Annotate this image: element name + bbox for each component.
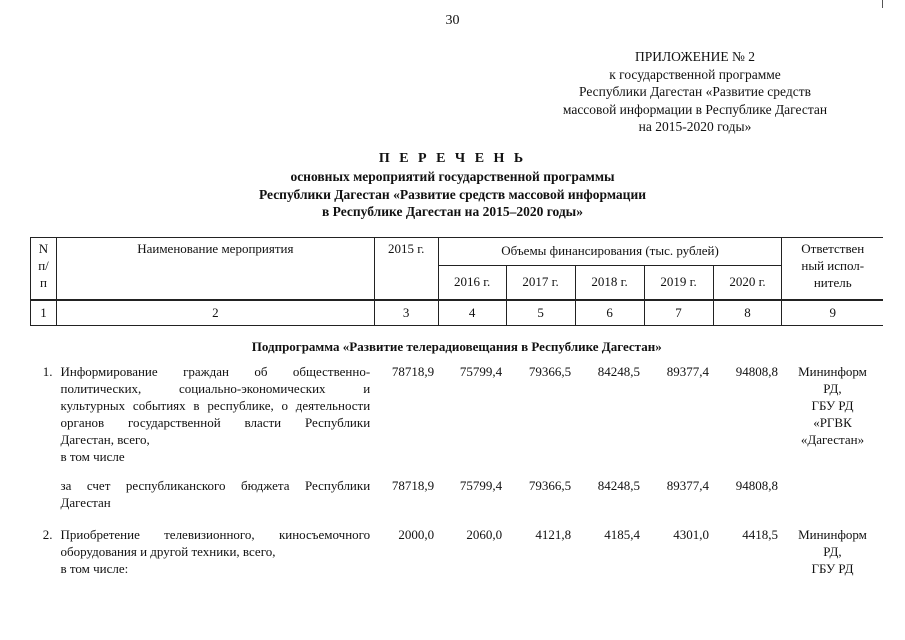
row-value: 78718,9 [391, 477, 435, 493]
row-value: 89377,4 [666, 477, 710, 493]
row-name-line: Приобретение телевизионного, киносъемочного [60, 527, 371, 543]
row-value: 75799,4 [459, 364, 503, 380]
header-num-line: N [38, 241, 49, 256]
corner-mark [882, 0, 883, 8]
header-funding: Объемы финансирования (тыс. рублей) [438, 238, 782, 266]
header-num [31, 238, 57, 300]
row-name-line: за счет республиканского бюджета Республики [60, 477, 371, 493]
row-name [56, 468, 374, 514]
row-responsible [782, 362, 883, 467]
resp-line: ГБУ РД [811, 398, 854, 414]
row-name-line: органов государственной власти Республики [60, 414, 371, 430]
header-num-line: п/ [38, 257, 49, 273]
column-numbers-row [31, 300, 884, 326]
header-2015: 2015 г. [374, 238, 438, 300]
resp-line: «РГВК [813, 414, 852, 430]
table-row [31, 362, 884, 467]
subprogram-title: Подпрограмма «Развитие телерадиовещания в Республике Дагестан» [251, 339, 662, 355]
title-heading: П Е Р Е Ч Е Н Ь [378, 151, 527, 166]
activities-table [30, 237, 883, 580]
row-value: 4121,8 [535, 527, 572, 543]
header-resp-line: нитель [813, 274, 852, 290]
appendix-line: массовой информации в Республике Дагестан [562, 101, 828, 117]
appendix-line: ПРИЛОЖЕНИЕ № 2 [634, 49, 756, 64]
row-name-line: Информирование граждан об общественно- [60, 364, 371, 380]
table-row [31, 513, 884, 580]
row-name-line: культурных событиях в республике, о деятельности [60, 398, 371, 414]
header-year: 2017 г. [506, 266, 575, 300]
column-number: 2 [56, 300, 374, 326]
header-year: 2019 г. [644, 266, 713, 300]
appendix-block [500, 48, 890, 136]
row-value: 94808,8 [735, 364, 778, 380]
resp-line: Мининформ [798, 364, 867, 380]
column-number: 8 [713, 300, 782, 326]
row-value: 94808,8 [735, 477, 778, 493]
document-title [0, 150, 905, 221]
table-row [31, 468, 884, 514]
row-value: 75799,4 [459, 477, 503, 493]
row-name-line: в том числе: [60, 561, 129, 577]
row-value: 79366,5 [528, 477, 572, 493]
column-number: 6 [575, 300, 644, 326]
title-line: в Республике Дагестан на 2015–2020 годы» [322, 204, 583, 220]
column-number: 1 [31, 300, 57, 326]
row-name-line: Дагестан, всего, [60, 431, 150, 447]
column-number: 3 [374, 300, 438, 326]
title-line: основных мероприятий государственной программы [290, 169, 615, 185]
resp-line: «Дагестан» [800, 431, 865, 447]
row-num: 1. [42, 364, 53, 380]
row-value: 2000,0 [398, 527, 435, 543]
row-value: 84248,5 [597, 477, 641, 493]
resp-line: ГБУ РД [811, 561, 854, 577]
row-value: 4418,5 [742, 527, 778, 543]
row-value: 79366,5 [528, 364, 572, 380]
resp-line: Мининформ [798, 527, 867, 543]
title-line: Республики Дагестан «Развитие средств массовой информации [258, 186, 647, 202]
row-name-line: Дагестан [60, 494, 111, 510]
row-responsible [782, 513, 883, 580]
header-year: 2020 г. [713, 266, 782, 300]
row-name-line: оборудования и другой техники, всего, [60, 544, 276, 560]
header-year: 2016 г. [438, 266, 506, 300]
resp-line: РД, [823, 381, 842, 397]
row-value: 84248,5 [597, 364, 641, 380]
row-value: 78718,9 [391, 364, 435, 380]
header-resp-line: Ответствен [801, 241, 865, 256]
row-name-line: политических, социально-экономических и [60, 381, 371, 397]
resp-line: РД, [823, 544, 842, 560]
row-name [56, 362, 374, 467]
column-number: 5 [506, 300, 575, 326]
appendix-line: Республики Дагестан «Развитие средств [579, 84, 811, 100]
appendix-line: к государственной программе [609, 66, 781, 82]
row-responsible [782, 468, 883, 514]
header-name: Наименование мероприятия [56, 238, 374, 300]
column-number: 7 [644, 300, 713, 326]
row-value: 89377,4 [666, 364, 710, 380]
header-resp-line: ный испол- [801, 257, 865, 273]
row-value: 2060,0 [466, 527, 503, 543]
row-name [56, 513, 374, 580]
column-number: 9 [782, 300, 883, 326]
subprogram-row [31, 326, 884, 362]
row-value: 4185,4 [604, 527, 641, 543]
header-year: 2018 г. [575, 266, 644, 300]
row-num [31, 468, 57, 514]
page-number: 30 [445, 13, 460, 28]
appendix-line: на 2015-2020 годы» [638, 119, 752, 135]
row-value: 4301,0 [673, 527, 710, 543]
row-name-line: в том числе [60, 448, 125, 464]
row-num: 2. [42, 527, 53, 543]
header-responsible [782, 238, 883, 300]
header-num-line: п [40, 274, 47, 290]
column-number: 4 [438, 300, 506, 326]
